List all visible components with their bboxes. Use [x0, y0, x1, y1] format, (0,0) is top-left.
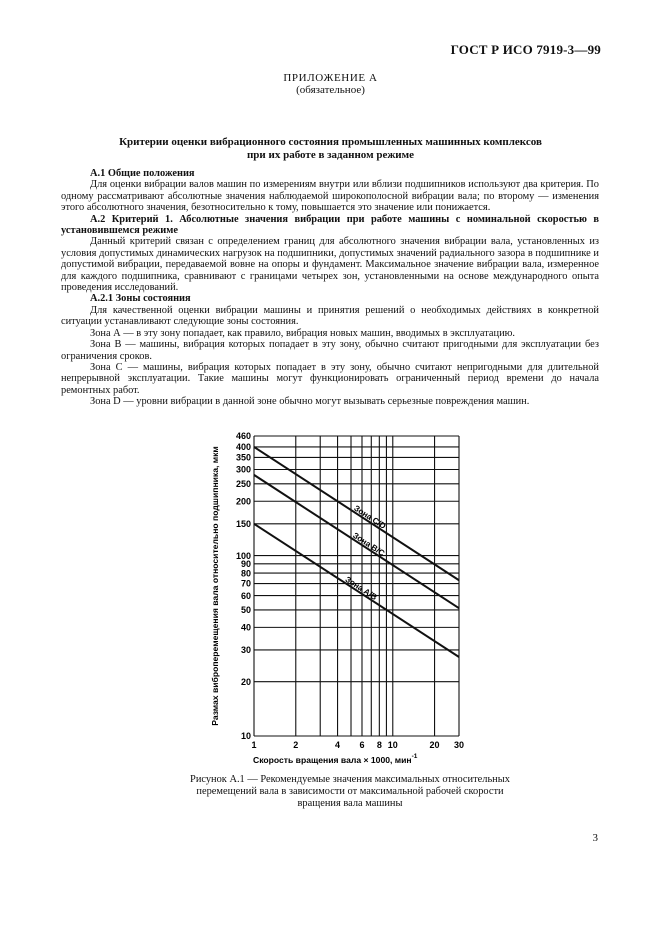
- figure-caption: [140, 774, 560, 810]
- x-tick-labels: [251, 740, 464, 750]
- x-tick-label: 4: [335, 740, 341, 750]
- y-tick-label: 250: [235, 478, 251, 489]
- y-tick-label: 70: [240, 578, 251, 589]
- y-tick-label: 20: [240, 676, 251, 687]
- paragraph: Зона С — машины, вибрация которых попадает в эту зону, обычно считают непригодными для длительной непрерывной эксплуатации. Такие машины могут функционировать ограниченный период времени до начала ремонтных работ.: [61, 361, 599, 396]
- body-text: [61, 168, 599, 408]
- x-tick-label: 2: [293, 740, 299, 750]
- x-axis-label-text: Скорость вращения вала × 1000, мин: [253, 755, 412, 765]
- y-tick-label: 350: [235, 452, 251, 463]
- y-tick-label: 90: [240, 559, 251, 570]
- series-group: [254, 447, 459, 657]
- x-tick-label: 6: [359, 740, 365, 750]
- paragraph: Зона D — уровни вибрации в данной зоне обычно могут вызывать серьезные повреждения машин.: [90, 396, 530, 408]
- section-heading: А.1 Общие положения: [90, 168, 195, 179]
- paragraph: Для оценки вибрации валов машин по измерениям внутри или вблизи подшипников используют два критерия. По одному рассматривают абсолютные значения наблюдаемой широкополосной вибрации вала; по второму — изменения этого абсолютного значения, безотносительно к тому, повышается это значение или понижается.: [61, 179, 599, 214]
- caption-line-1: Рисунок А.1 — Рекомендуемые значения максимальных относительных: [190, 774, 510, 785]
- main-title-line-1: Критерии оценки вибрационного состояния промышленных машинных комплексов: [119, 136, 542, 148]
- y-tick-label: 30: [240, 645, 251, 656]
- section-heading: А.2 Критерий 1. Абсолютные значения вибрации при работе машины с номинальной скоростью в установившемся режиме: [61, 213, 599, 237]
- y-tick-label: 40: [240, 622, 251, 633]
- section-heading: А.2.1 Зоны состояния: [90, 293, 191, 305]
- y-tick-labels: [236, 431, 251, 741]
- y-tick-label: 80: [240, 568, 251, 579]
- zone-label: Зона A/B: [343, 574, 379, 603]
- appendix-block: [0, 72, 661, 96]
- zone-label: Зона C/D: [352, 503, 388, 531]
- y-tick-label: 460: [235, 431, 251, 442]
- zone-label: Зона B/C: [351, 530, 387, 559]
- main-title-line-2: при их работе в заданном режиме: [246, 149, 415, 161]
- y-axis-label: Размах виброперемещения вала относительно подшипника, мкм: [210, 446, 220, 726]
- y-tick-label: 10: [240, 731, 251, 742]
- x-tick-label: 1: [251, 740, 257, 750]
- appendix-subtitle: (обязательное): [296, 84, 365, 96]
- paragraph: Зона В — машины, вибрация которых попадает в эту зону, обычно считают пригодными для эксплуатации без ограничения сроков.: [61, 339, 599, 362]
- x-tick-label: 10: [387, 740, 398, 750]
- caption-line-3: вращения вала машины: [297, 798, 403, 809]
- page-number: 3: [592, 832, 598, 844]
- paragraph: Данный критерий связан с определением границ для абсолютного значения вибрации вала, установленных из условия допустимых динамических нагрузок на подшипники, допустимых значений радиального зазора в подшипнике и допустимой вибрации, передаваемой вовне на опоры и фундамент. Максимальное значение вибрации вала, измеренное для каждого подшипника, сравнивают с границами четырех зон, установленными на основе международного опыта проведения исследований.: [61, 236, 599, 294]
- x-axis-label-exponent: -1: [411, 753, 418, 760]
- y-tick-label: 300: [235, 464, 251, 475]
- appendix-title: ПРИЛОЖЕНИЕ А: [283, 72, 378, 84]
- main-title: [0, 136, 661, 162]
- y-tick-label: 150: [235, 519, 251, 530]
- x-tick-label: 8: [376, 740, 382, 750]
- y-tick-label: 60: [240, 590, 251, 601]
- zone-chart: [205, 428, 475, 770]
- y-tick-label: 200: [235, 496, 251, 507]
- x-tick-label: 30: [453, 740, 465, 750]
- paragraph: Для качественной оценки вибрации машины и принятия решений о необходимых действиях в конкретной ситуации устанавливают следующие зоны состояния.: [61, 304, 599, 328]
- caption-line-2: перемещений вала в зависимости от максимальной рабочей скорости: [196, 786, 504, 797]
- x-tick-label: 20: [429, 740, 440, 750]
- x-axis-label: [253, 753, 418, 765]
- y-tick-label: 100: [235, 550, 251, 561]
- y-tick-label: 50: [240, 605, 251, 616]
- y-tick-label: 400: [235, 442, 251, 453]
- standard-code: ГОСТ Р ИСО 7919-3—99: [450, 42, 601, 57]
- paragraph: Зона А — в эту зону попадает, как правило, вибрация новых машин, вводимых в эксплуатацию.: [90, 327, 515, 339]
